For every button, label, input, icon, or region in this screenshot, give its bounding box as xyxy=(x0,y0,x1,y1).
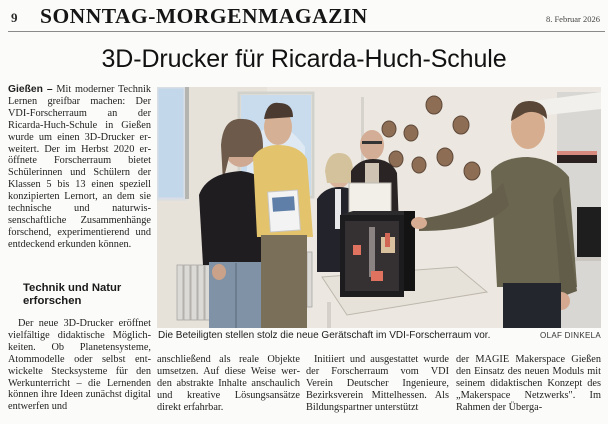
photo-caption xyxy=(158,330,601,344)
body-column-4: der MAGIE Makerspace Gießen den Einsatz des neuen Moduls mit seinem didaktischen Konzept des „Makerspace Netzwerks". Im Rahmen der Überga- xyxy=(456,354,601,413)
masthead-rule xyxy=(8,31,605,32)
article-headline: 3D-Drucker für Ricarda-Huch-Schule xyxy=(101,45,507,73)
intro-text: Mit moderner Technik Lernen greifbar machen: Der VDI-Forscherraum an der Ricarda-Huch-Schule in Gießen wurde um einen 3D-Drucker erweitert. Der im Herbst 2020 eröffnete Forscherraum bietet Schülerinnen und Schülern der Klassen 5 bis 13 einen speziell konzipierten Lernort, an dem sie technische und naturwissenschaftliche Zusammenhänge forschend, experimentierend und entdeckend erkunden können. xyxy=(8,84,151,250)
article-intro xyxy=(8,84,151,251)
photo-credit: OLAF DINKELA xyxy=(540,331,601,340)
body-column-2: anschließend als reale Objekte umsetzen. Auf diese Weise werden abstrakte Inhalte anschaulich und kreative Lösungsansätze direkt erfahrbar. xyxy=(157,354,300,413)
article-photo xyxy=(157,87,601,328)
group-photo-illustration xyxy=(157,87,601,328)
publication-title: SONNTAG-MORGENMAGAZIN xyxy=(40,4,368,28)
page-number: 9 xyxy=(11,10,18,25)
body-column-1: Der neue 3D-Drucker eröffnet vielfältige didaktische Möglichkeiten. Ob Planetensysteme, Atommodelle oder selbst entwickelte Stecksysteme für den Werkunterricht – die Lernenden können ihre Ideen zunächst digital entwerfen und xyxy=(8,318,151,413)
masthead xyxy=(0,0,608,32)
subheading: Technik und Natur erforschen xyxy=(23,282,122,307)
body-column-3: Initiiert und ausgestattet wurde der Forscherraum vom VDI Verein Deutscher Ingenieure, Bezirksverein Mittelhessen. Als Bildungspartner unterstützt xyxy=(306,354,449,413)
issue-date: 8. Februar 2026 xyxy=(545,14,600,24)
caption-text: Die Beteiligten stellen stolz die neue Gerätschaft im VDI-Forscherraum vor. xyxy=(158,330,491,341)
dateline: Gießen – xyxy=(8,84,53,95)
